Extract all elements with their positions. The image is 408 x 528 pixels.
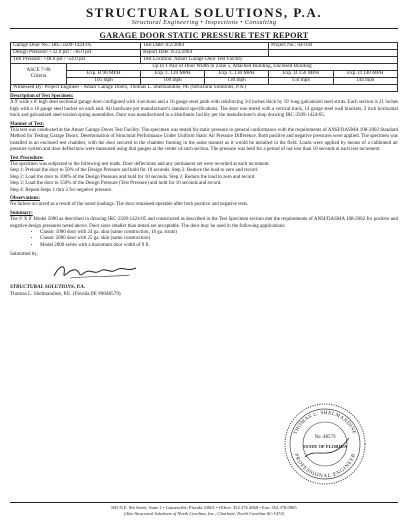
manner-heading: Manner of Test: (10, 121, 45, 127)
header-rule (10, 28, 398, 29)
test-location-cell: Test Location: Amarr Garage Door Test Facility (141, 57, 398, 64)
criteria-header: Exp. C 120 MPH (141, 71, 205, 78)
criteria-value: 105 mph (67, 78, 141, 85)
design-pressure-cell: Design Pressure: +32.0 psf / -36.0 psf (11, 50, 141, 57)
asce-label: ASCE 7-98 (26, 67, 51, 74)
procedure-step: Step 4: Repeat Steps 1 thru 3 for negative pressure. (10, 187, 113, 193)
criteria-header: Exp. B 90 MPH (67, 71, 141, 78)
procedure-intro: The specimen was subjected to the following test loads. Door deflections and any permanent set were recorded at each increment. (10, 161, 270, 167)
test-info-table (10, 42, 398, 92)
observations-text: No failure occurred as a result of the noted loadings. The door remained operable after both positive and negative tests. (10, 202, 249, 208)
test-pressure-cell: Test Pressure: +48.0 psf / -54.0 psf (11, 57, 141, 64)
seal-title-text: PROFESSIONAL ENGINEER (292, 452, 358, 480)
seal-number-text: No. 48579 (314, 435, 336, 440)
list-item: • Classic 1000 door with 24 ga. skin (same construction, 16 ga. struts) (40, 230, 398, 236)
page-footer (10, 500, 398, 517)
letterhead (10, 6, 398, 26)
procedure-step: Step 2: Load the door to 100% of the Design Pressure and hold for 10 seconds. Step 3: Reduce the load to zero and record. (10, 174, 256, 180)
project-number-cell: Project No.: 04-030 (269, 43, 398, 50)
company-name: STRUCTURAL SOLUTIONS, P.A. (85, 5, 323, 20)
report-date-cell: Report Date: 8/23/2004 (141, 50, 269, 57)
footer-affiliate: (Also Structural Solutions of North Carolina, Inc., Charlotte, North Carolina #C-1472) (123, 511, 285, 517)
witness-cell: Witnessed By: Project Engineer - Amarr Garage Doors, Thomas L. Shelmandine, PE (Structural Solutions, P.A.) (11, 85, 398, 92)
criteria-label: Criteria (30, 73, 47, 80)
summary-text: The 9' X 8' Model 2000 as described in drawing IRC-3509-1424-05 and constructed as described in the Test Specimen section met the requirements of ANSI/DASMA 108-2002 for positive and negative design pressures noted above. Door sizes smaller than tested are acceptable. The door may be used in the following applications: (10, 217, 398, 229)
observations-heading: Observations: (10, 195, 40, 201)
seal-state-text: STATE OF FLORIDA (302, 444, 348, 449)
footer-rule (10, 502, 398, 503)
criteria-value: 130 mph (205, 78, 269, 85)
procedure-heading: Test Procedure: (10, 155, 44, 161)
company-tagline: Structural Engineering • Inspections • Consulting (131, 19, 277, 26)
signature-firm: STRUCTURAL SOLUTIONS, P.A. (10, 284, 86, 291)
criteria-header: Exp. D 140 MPH (333, 71, 397, 78)
application-list (10, 230, 398, 249)
description-heading: Description of Test Specimen: (10, 94, 74, 100)
description-text: A 9' wide x 8' high steel sectional garage door configured with 4 sections and a 16 gauge steel jamb with reinforcing 3/4 inches thick by 10' long galvanized steel struts. Each section is 21 inches high with a 16 gauge steel backer on each end. All hardware per manufacturer's standard specifications. The door was tested with a vertical track, 14 gauge steel wall brackets, 2 inch horizontal track and galvanized steel torsion spring assemblies. Door was manufactured in a distributor facility per the manufacturer's shop drawing IRC-3509-1424-05. (10, 100, 398, 119)
signoff-text: Submitted by, (10, 252, 38, 258)
procedure-step: Step 1: Preload the door to 50% of the Design Pressure and hold for 10 seconds. Step 2: Reduce the load to zero and record. (10, 168, 258, 174)
criteria-value: 144 mph (333, 78, 397, 85)
list-item: • Classic 2000 door with 25 ga. skin (same construction) (40, 236, 398, 242)
manner-text: This test was conducted at the Amarr Garage Doors Test Facility. The specimen was tested for static pressure in general conformance with the requirements of ANSI/DASMA 108-2002 Standard Method for Testing Garage Doors: Determination of Structural Performance Under Uniform Static Air Pressure Difference. Both positive and negative pressures were applied. The specimen was installed in an enclosed test chamber, with the door secured to the chamber framing in the same manner as it would be installed in the field. Loads were applied by means of a calibrated air pressure system and door deflections were measured using dial gauges at the center of each section. The pressure was held for a period of not less than 10 seconds at each test increment. (10, 128, 398, 153)
summary-heading: Summary: (10, 210, 33, 216)
report-title: GARAGE DOOR STATIC PRESSURE TEST REPORT (99, 31, 309, 41)
test-date-cell: Test Date: 8/2/2004 (141, 43, 269, 50)
signature-image (50, 260, 140, 282)
criteria-header: Exp. D 150 MPH (269, 71, 333, 78)
criteria-value: 150 mph (269, 78, 333, 85)
procedure-step: Step 3: Load the door to 150% of the Design Pressure (Test Pressure) and hold for 10 seconds and record. (10, 181, 222, 187)
criteria-value: 100 mph (141, 78, 205, 85)
signature-block (10, 284, 398, 297)
criteria-header: Exp. C 130 MPH (205, 71, 269, 78)
empty-cell (269, 50, 398, 57)
seal-name-text: THOMAS L. SHELMANDINE (292, 409, 358, 436)
door-number-cell: Garage Door No.: IRC-3509-1424-05 (11, 43, 141, 50)
footer-address: 803 N.E. 8th Street, Suite 1 • Gainesville, Florida 32601 • Office: 352.376.4060 • Fax: 352.378.0905 (111, 505, 297, 510)
report-body (10, 94, 398, 298)
list-item: • Model 2000 series with a maximum door width of 9 ft. (40, 243, 398, 249)
signature-name: Thomas L. Shelmandine, P.E. (Florida PE #0048579) (10, 291, 121, 298)
engineer-seal (283, 402, 367, 486)
asce-criteria-cell (11, 64, 67, 85)
zone-description-cell: Up to 1 Pair of Door Width in Zone 5, Attached Building, Enclosed Building (67, 64, 398, 71)
